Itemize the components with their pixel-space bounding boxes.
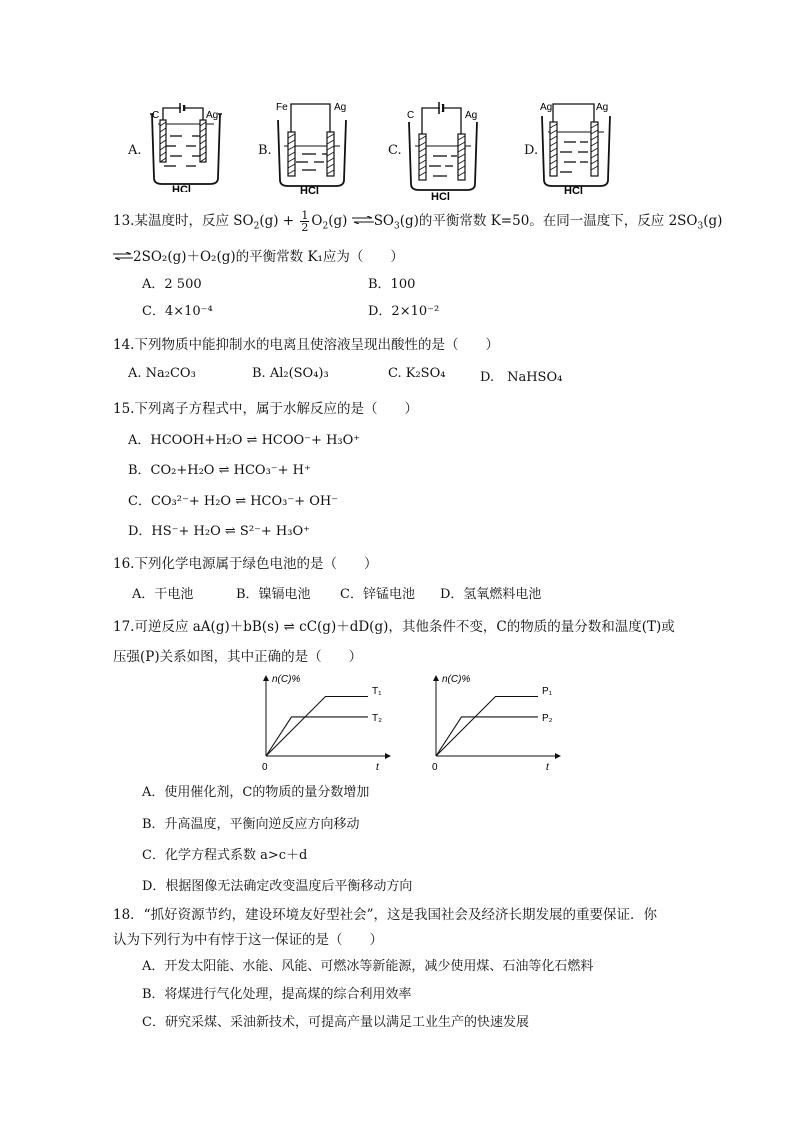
q18-option-a: A．开发太阳能、水能、风能、可燃冰等新能源，减少使用煤、石油等化石燃料 — [142, 959, 594, 974]
q17-option-b: B．升高温度，平衡向逆反应方向移动 — [142, 817, 360, 832]
q16-option-d: D．氢氧燃料电池 — [440, 587, 542, 602]
q13-option-c: C．4×10⁻⁴ — [142, 304, 213, 319]
solution-label: HCl — [431, 191, 450, 202]
beaker-diagram-c — [403, 98, 487, 202]
q17-stem-line1: 17.可逆反应 aA(g)＋bB(s) ⇌ cC(g)＋dD(g)，其他条件不变，C的物质的量分数和温度(T)或 — [113, 619, 675, 635]
option-letter: A. — [128, 143, 142, 158]
q18-stem-line1: 18．“抓好资源节约，建设环境友好型社会”，这是我国社会及经济长期发展的重要保证．你 — [113, 907, 657, 923]
y-axis-label: n(C)% — [442, 674, 471, 685]
q15-option-a: A．HCOOH+H₂O ⇌ HCOO⁻+ H₃O⁺ — [128, 433, 361, 448]
x-axis-label: t — [376, 762, 379, 773]
q14-stem: 14.下列物质中能抑制水的电离且使溶液呈现出酸性的是（ ） — [113, 337, 499, 353]
origin-label: 0 — [262, 762, 268, 773]
beaker-diagram-d — [536, 98, 620, 196]
series-line-p1 — [436, 697, 538, 757]
solution-label: HCl — [564, 185, 583, 196]
electrode-label-right: Ag — [206, 110, 219, 121]
legend-t1: T₁ — [372, 686, 382, 697]
series-line-p2 — [436, 717, 538, 756]
electrode-label-right: Ag — [596, 102, 609, 113]
solution-label: HCl — [172, 184, 191, 192]
q15-option-c: C．CO₃²⁻+ H₂O ⇌ HCO₃⁻+ OH⁻ — [128, 494, 339, 509]
y-axis-label: n(C)% — [272, 674, 301, 685]
q13-option-a: A．2 500 — [142, 277, 202, 292]
graph-pressure — [420, 668, 580, 776]
series-line-t1 — [266, 697, 368, 757]
q16-stem: 16.下列化学电源属于绿色电池的是（ ） — [113, 556, 378, 572]
equilibrium-arrow — [352, 212, 374, 228]
q17-stem-line2: 压强(P)关系如图，其中正确的是（ ） — [113, 649, 363, 665]
q15-option-b: B．CO₂+H₂O ⇌ HCO₃⁻+ H⁺ — [128, 463, 311, 478]
legend-p1: P₁ — [542, 686, 553, 697]
q17-option-a: A．使用催化剂，C的物质的量分数增加 — [142, 785, 370, 800]
q14-option-c: C. K₂SO₄ — [388, 366, 446, 381]
fraction-one-half: $\frac{1}{2}$ — [301, 209, 309, 234]
option-letter: D. — [524, 143, 539, 158]
option-letter: B. — [258, 143, 272, 158]
q15-option-d: D．HS⁻+ H₂O ⇌ S²⁻+ H₃O⁺ — [128, 524, 310, 539]
q13-stem-line1: 13.某温度时，反应 $SO_2(g)$ + $\frac{1}{2}$ $O_2(g)$ $SO_3(g)$的平衡常数 K=50。在同一温度下，反应 $2SO_3(g)$ — [113, 209, 723, 234]
legend-p2: P₂ — [542, 713, 553, 724]
legend-t2: T₂ — [372, 713, 382, 724]
electrode-label-left: C — [152, 110, 160, 121]
electrode-label-left: C — [407, 110, 415, 121]
q18-option-b: B．将煤进行气化处理，提高煤的综合利用效率 — [142, 987, 412, 1002]
beaker-diagram-b — [272, 98, 356, 194]
q16-option-c: C．锌锰电池 — [340, 587, 415, 602]
equilibrium-arrow — [113, 248, 133, 264]
q13-option-d: D．2×10⁻² — [368, 304, 440, 319]
q13-stem-line2: 2SO₂(g)＋O₂(g)的平衡常数 K₁应为（ ） — [113, 245, 404, 265]
graph-temperature — [250, 668, 410, 776]
q15-stem: 15.下列离子方程式中，属于水解反应的是（ ） — [113, 401, 418, 417]
series-line-t2 — [266, 717, 368, 756]
q17-option-d: D．根据图像无法确定改变温度后平衡移动方向 — [142, 879, 413, 894]
q18-option-c: C．研究采煤、采油新技术，可提高产量以满足工业生产的快速发展 — [142, 1015, 529, 1030]
q16-option-b: B．镍镉电池 — [236, 587, 311, 602]
q14-option-b: B. Al₂(SO₄)₃ — [252, 366, 329, 381]
origin-label: 0 — [432, 762, 438, 773]
q17-option-c: C．化学方程式系数 a>c＋d — [142, 848, 308, 863]
x-axis-label: t — [546, 762, 549, 773]
q14-option-d: D. NaHSO₄ — [480, 370, 563, 385]
beaker-diagram-a — [146, 100, 230, 192]
electrode-label-right: Ag — [465, 110, 478, 121]
q18-stem-line2: 认为下列行为中有悖于这一保证的是（ ） — [113, 932, 383, 948]
q14-option-a: A. Na₂CO₃ — [128, 366, 196, 381]
electrode-label-left: Fe — [276, 102, 288, 113]
electrode-label-left: Ag — [540, 102, 553, 113]
solution-label: HCl — [300, 185, 319, 194]
q13-option-b: B．100 — [368, 277, 416, 292]
q16-option-a: A．干电池 — [132, 587, 194, 602]
option-letter: C. — [388, 143, 402, 158]
electrode-label-right: Ag — [334, 102, 347, 113]
